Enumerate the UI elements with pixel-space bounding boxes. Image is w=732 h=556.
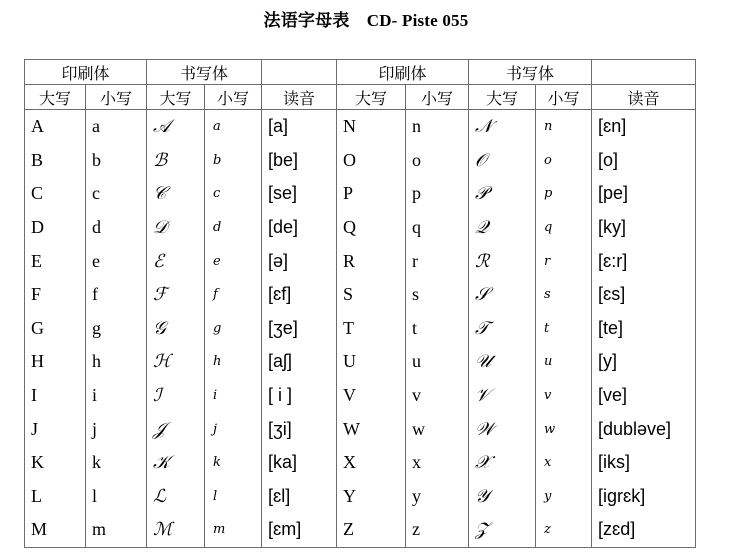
alphabet-table [24,59,696,548]
script-upper: 𝒮 [469,278,536,312]
script-upper: 𝒢 [147,312,205,346]
upper-letter: W [337,412,406,446]
script-lower: s [536,278,592,312]
upper-letter: D [25,211,86,245]
upper-letter: I [25,379,86,413]
script-lower: e [205,244,262,278]
page-title: 法语字母表 CD- Piste 055 [263,11,469,30]
lower-letter: x [406,446,469,480]
script-lower: d [205,211,262,245]
pronunciation: [dubləve] [592,412,696,446]
script-upper: 𝒴 [469,480,536,514]
pronunciation: [a] [262,110,337,144]
script-upper: 𝒜 [147,110,205,144]
script-lower: c [205,177,262,211]
table-row [25,446,696,480]
script-upper: ℳ [147,513,205,547]
script-lower: h [205,345,262,379]
pronunciation: [ɛf] [262,278,337,312]
pronunciation: [ʒe] [262,312,337,346]
lower-letter: c [86,177,147,211]
table-row [25,379,696,413]
script-upper: 𝒰 [469,345,536,379]
lower-letter: b [86,144,147,178]
upper-letter: K [25,446,86,480]
table-row [25,144,696,178]
script-upper: ℰ [147,244,205,278]
header-upper: 大写 [147,85,205,110]
lower-letter: a [86,110,147,144]
script-lower: z [536,513,592,547]
table-row [25,244,696,278]
pronunciation: [de] [262,211,337,245]
script-lower: b [205,144,262,178]
pronunciation: [ve] [592,379,696,413]
upper-letter: T [337,312,406,346]
script-lower: m [205,513,262,547]
upper-letter: Q [337,211,406,245]
header-upper: 大写 [469,85,536,110]
script-upper: 𝒵 [469,513,536,547]
upper-letter: B [25,144,86,178]
pronunciation: [be] [262,144,337,178]
upper-letter: J [25,412,86,446]
script-upper: ℐ [147,379,205,413]
table-row [25,177,696,211]
pronunciation: [ɛl] [262,480,337,514]
script-lower: w [536,412,592,446]
table-row [25,110,696,144]
lower-letter: l [86,480,147,514]
upper-letter: X [337,446,406,480]
script-upper: 𝒪 [469,144,536,178]
pronunciation: [se] [262,177,337,211]
table-row [25,513,696,547]
lower-letter: z [406,513,469,547]
script-lower: a [205,110,262,144]
script-lower: f [205,278,262,312]
script-upper: 𝒲 [469,412,536,446]
script-lower: l [205,480,262,514]
header-empty-left [262,60,337,85]
pronunciation: [ə] [262,244,337,278]
table-row [25,211,696,245]
script-upper: 𝒦 [147,446,205,480]
lower-letter: e [86,244,147,278]
lower-letter: n [406,110,469,144]
lower-letter: u [406,345,469,379]
lower-letter: o [406,144,469,178]
header-reading: 读音 [262,85,337,110]
script-upper: 𝒥 [147,412,205,446]
script-lower: j [205,412,262,446]
upper-letter: O [337,144,406,178]
lower-letter: q [406,211,469,245]
upper-letter: G [25,312,86,346]
header-lower: 小写 [86,85,147,110]
upper-letter: U [337,345,406,379]
script-lower: r [536,244,592,278]
script-lower: p [536,177,592,211]
script-lower: v [536,379,592,413]
table-row [25,480,696,514]
upper-letter: A [25,110,86,144]
script-lower: i [205,379,262,413]
pronunciation: [ɛn] [592,110,696,144]
script-lower: k [205,446,262,480]
header-print-left: 印刷体 [25,60,147,85]
script-upper: 𝒳 [469,446,536,480]
script-upper: 𝒯 [469,312,536,346]
header-print-right: 印刷体 [337,60,469,85]
script-upper: ℋ [147,345,205,379]
upper-letter: Z [337,513,406,547]
script-lower: y [536,480,592,514]
script-lower: n [536,110,592,144]
script-upper: 𝒫 [469,177,536,211]
upper-letter: H [25,345,86,379]
script-upper: ℛ [469,244,536,278]
lower-letter: p [406,177,469,211]
lower-letter: k [86,446,147,480]
pronunciation: [ɛ:r] [592,244,696,278]
table-row [25,345,696,379]
script-lower: g [205,312,262,346]
table-row [25,278,696,312]
header-write-left: 书写体 [147,60,262,85]
pronunciation: [igrɛk] [592,480,696,514]
header-upper: 大写 [25,85,86,110]
lower-letter: w [406,412,469,446]
upper-letter: P [337,177,406,211]
pronunciation: [y] [592,345,696,379]
script-upper: 𝒞 [147,177,205,211]
upper-letter: C [25,177,86,211]
lower-letter: j [86,412,147,446]
pronunciation: [zɛd] [592,513,696,547]
script-upper: 𝒩 [469,110,536,144]
table-row [25,312,696,346]
upper-letter: L [25,480,86,514]
pronunciation: [ i ] [262,379,337,413]
script-lower: o [536,144,592,178]
pronunciation: [ɛm] [262,513,337,547]
script-lower: q [536,211,592,245]
pronunciation: [aʃ] [262,345,337,379]
lower-letter: h [86,345,147,379]
pronunciation: [o] [592,144,696,178]
header-lower: 小写 [536,85,592,110]
upper-letter: V [337,379,406,413]
upper-letter: M [25,513,86,547]
lower-letter: t [406,312,469,346]
upper-letter: F [25,278,86,312]
lower-letter: f [86,278,147,312]
script-lower: t [536,312,592,346]
lower-letter: i [86,379,147,413]
lower-letter: r [406,244,469,278]
header-reading: 读音 [592,85,696,110]
pronunciation: [iks] [592,446,696,480]
upper-letter: R [337,244,406,278]
lower-letter: v [406,379,469,413]
pronunciation: [pe] [592,177,696,211]
lower-letter: g [86,312,147,346]
lower-letter: y [406,480,469,514]
pronunciation: [ɛs] [592,278,696,312]
column-header-row [25,85,696,110]
header-upper: 大写 [337,85,406,110]
pronunciation: [ka] [262,446,337,480]
upper-letter: E [25,244,86,278]
lower-letter: d [86,211,147,245]
table-row [25,412,696,446]
pronunciation: [ky] [592,211,696,245]
lower-letter: s [406,278,469,312]
script-lower: x [536,446,592,480]
upper-letter: S [337,278,406,312]
pronunciation: [te] [592,312,696,346]
script-upper: ℒ [147,480,205,514]
upper-letter: N [337,110,406,144]
pronunciation: [ʒi] [262,412,337,446]
script-upper: 𝒬 [469,211,536,245]
script-lower: u [536,345,592,379]
header-lower: 小写 [205,85,262,110]
header-lower: 小写 [406,85,469,110]
script-upper: 𝒱 [469,379,536,413]
script-upper: ℬ [147,144,205,178]
header-empty-right [592,60,696,85]
script-upper: 𝒟 [147,211,205,245]
script-upper: ℱ [147,278,205,312]
lower-letter: m [86,513,147,547]
group-header-row [25,60,696,85]
upper-letter: Y [337,480,406,514]
header-write-right: 书写体 [469,60,592,85]
